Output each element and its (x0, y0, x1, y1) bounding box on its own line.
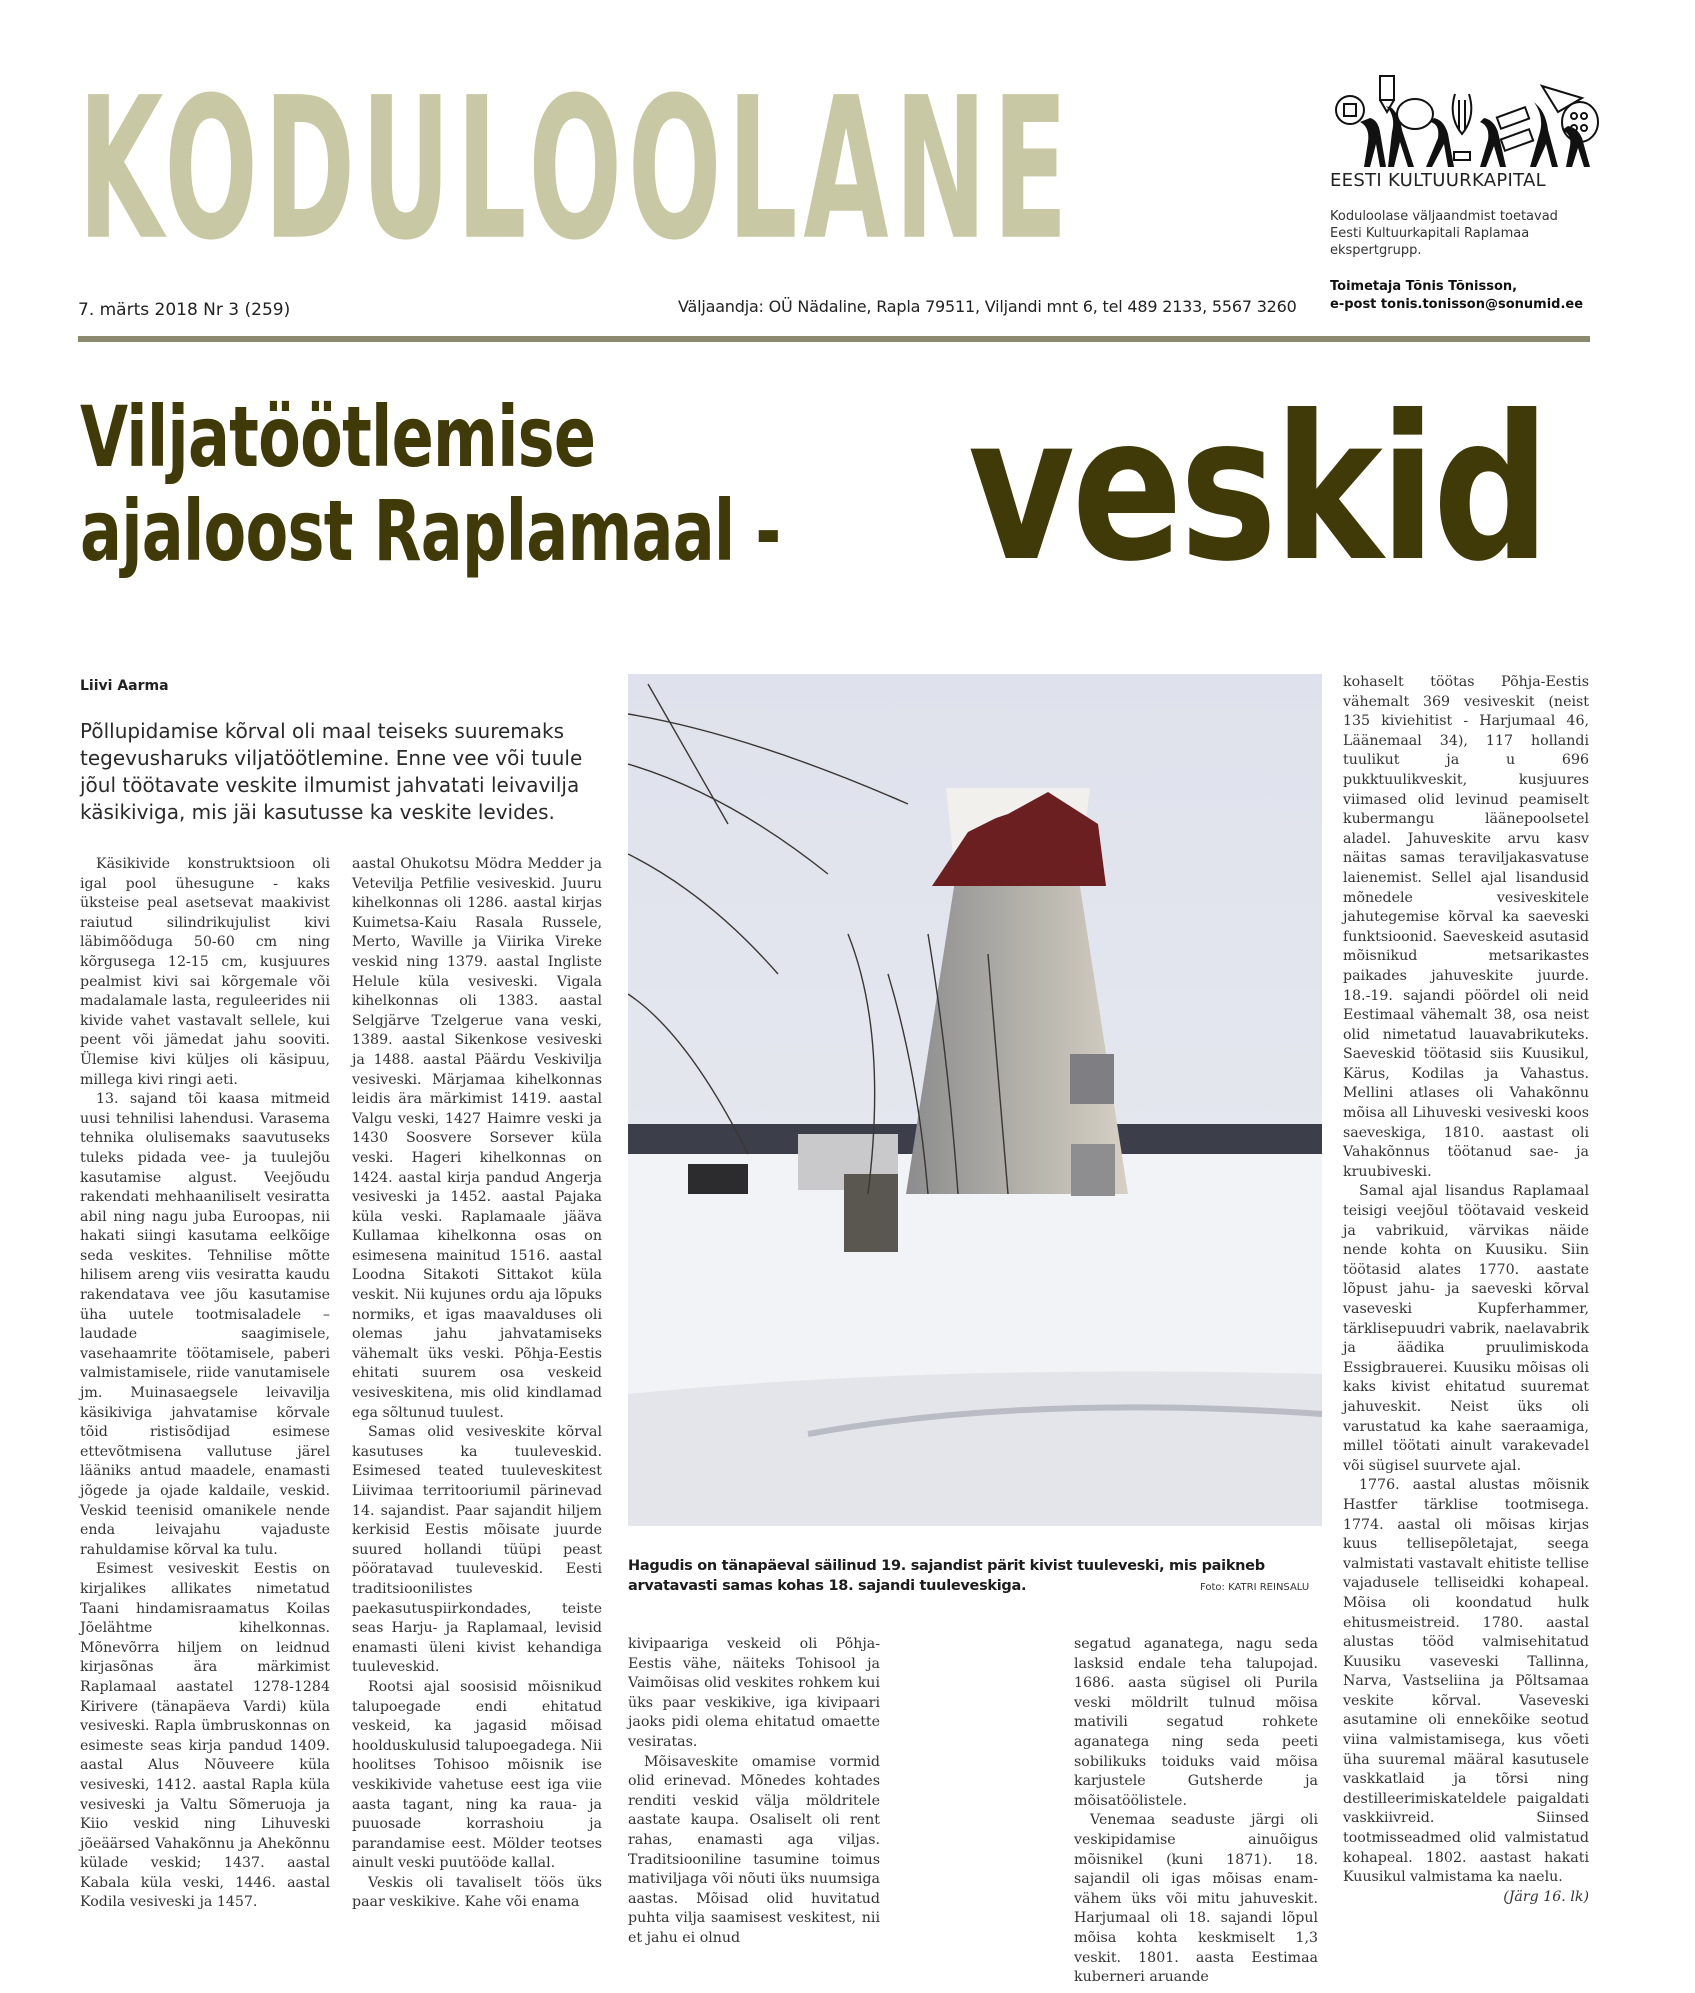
paragraph: 1776. aastal alustas mõisnik Hastfer tärklise tootmisega. 1774. aastal oli mõisas kirjas kuus tellisepõletajat, seega valmistati vastavalt ehitiste tellise vajadusele telliseidki kohapeal. Mõisa oli koondatud hulk ehitusmeistreid. 1780. aastal alustas tööd valmisehitatud Kuusiku vaseveski Tallinna, Narva, Vastseliina ja Põltsamaa veskite kõrval. Vaseveski asutamine oli ennekõike seotud viina valmistamisega, kus võeti üha suuremal määral kasutusele vaskkatlaid ja tõrsi ning destilleerimiskateldele paigaldati vaskkiivreid. Siinsed tootmisseadmed olid valmistatud kohapeal. 1802. aastast hakati Kuusikul valmistama ka naelu. (1343, 1477, 1589, 1886)
editor-email: e-post tonis.tonisson@sonumid.ee (1330, 297, 1584, 312)
paragraph: Veskis oli tavaliselt töös üks paar veskikive. Kahe või enama (352, 1874, 602, 1911)
sponsor-name: EESTI KULTUURKAPITAL (1330, 170, 1546, 191)
photo-caption: Hagudis on tänapäeval säilinud 19. sajandist pärit kivist tuuleveski, mis paikneb arvatavasti samas kohas 18. sajandi tuuleveskiga. (628, 1558, 1265, 1594)
headline (80, 388, 781, 580)
paragraph: Rootsi ajal soosisid mõisnikud talupoegade endi ehitatud veskeid, ka jagasid mõisad hoolduskulusid talupoegadega. Nii hoolitses Tohisoo mõisnik ise veskikivide vahetuse eest iga viie aasta tagant, ning ka raua- ja puuosade korrashoiu ja parandamise eest. Mölder teotses ainult veski puutööde kallal. (352, 1678, 602, 1872)
continuation-note: (Järg 16. lk) (1503, 1888, 1589, 1905)
article-column-3 (628, 1635, 880, 1949)
article-column-2 (352, 855, 602, 1913)
paragraph: Mõisaveskite omamise vormid olid erinevad. Mõnedes kohtades renditi veskid välja möldritele aastate kaupa. Osaliselt oli rent rahas, enamasti aga viljas. Traditsiooniline tasumine toimus mativiljaga või nõuti üks nuumsiga aastas. Mõisad olid huvitatud puhta vilja saamisest veskitest, nii et jahu ei olnud (628, 1753, 880, 1946)
paragraph: Samas olid vesiveskite kõrval kasutuses ka tuuleveskid. Esimesed teated tuuleveskitest Liivimaa territooriumil pärinevad 14. sajandist. Paar sajandit hiljem kerkisid Eestis mõisate juurde suured hollandi tüüpi peast pööratavad tuuleveskid. Eesti traditsioonilistes paekasutuspiirkondades, teiste seas Harju- ja Raplamaal, levisid enamasti üleni kivist kehandiga tuuleveskid. (352, 1424, 602, 1676)
byline-author: Liivi Aarma (80, 678, 169, 694)
masthead-divider (78, 336, 1590, 342)
paragraph: Käsikivide konstruktsioon oli igal pool ühesugune - kaks üksteise peal asetsevat maakivist raiutud silindrikujulist kivi läbimõõduga 50-60 cm ning kõrgusega 12-15 cm, kusjuures pealmist kivi sai kõrgemale või madalamale lasta, reguleerides nii kivide vahet vastavalt sellele, kui peent või jämedat jahu sooviti. Ülemise kivi küljes oli käsipuu, millega kivi ringi aeti. (80, 856, 330, 1088)
publisher-info: Väljaandja: OÜ Nädaline, Rapla 79511, Viljandi mnt 6, tel 489 2133, 5567 3260 (678, 297, 1297, 316)
paragraph: Venemaa seaduste järgi oli veskipidamise ainuõigus mõisnikel (kuni 1871). 18. sajandil oli igas mõisas enam-vähem üks või mitu jahuveskit. Harjumaal oli 18. sajandi lõpul mõisa kohta keskmiselt 1,3 veskit. 1801. aasta Eestimaa kuberneri aruande (1074, 1812, 1318, 1986)
paragraph: kivipaariga veskeid oli Põhja-Eestis vähe, näiteks Tohisool ja Vaimõisas olid veskites rohkem kui üks paar veskikive, iga kivipaari jaoks pidi olema ehitatud omaette vesiratas. (628, 1636, 880, 1750)
paragraph: 13. sajand tõi kaasa mitmeid uusi tehnilisi lahendusi. Varasema tehnika olulisemaks saavutuseks tuleks pidada vee- ja tuulejõu kasutamise algust. Veejõudu rakendati mehhaaniliselt vesiratta abil ning nagu juba Euroopas, nii hakati siingi kasutama eelkõige seda veskites. Tehnilise mõtte hilisem areng viis vesiratta kaudu rakendatava vee jõu kasutamise üha uutele tootmisaladele – laudade saagimisele, vasehaamrite töötamisele, paberi valmistamisele, riide vanutamisele jm. Muinasaegsele leivavilja käsikiviga jahvatamise kõrvale tõid ristisõdijad esimese ettevõtmisena vallutuse järel lääniks antud maadele, enamasti jõgede ja ojade kaldaile, veskid. Veskid teenisid omanikele nende enda leivajahu vajaduste rahuldamise kõrval ka tulu. (80, 1091, 330, 1558)
article-column-5 (1343, 673, 1589, 1907)
paragraph: kohaselt töötas Põhja-Eestis vähemalt 369 vesiveskit (neist 135 kiviehitist - Harjumaal 46, Läänemaal 34), 117 hollandi tuulikut ja u 696 pukktuulikveskit, kusjuures viimased olid levinud peamiselt kubermangu läänepoolsetel aladel. Jahuveskite arvu kasv näitas samas teraviljakasvatuse laienemist. Sellel ajal lisandusid mõnedele vesiveskitele jahutegemise kõrval ka saeveski funktsioonid. Saeveskeid asutasid mõisnikud metsarikastes paikades jahuveskite juurde. 18.-19. sajandi pöördel oli neid Eestimaal vähemalt 38, osa neist olid nimetatud lauavabrikuteks. Saeveskid töötasid siis Kuusikul, Kärus, Kodilas ja Vahastus. Mellini atlases oli Vahakõnnu mõisa all Lihuveski vesiveski koos saeveskiga, 1810. aastast oli Vahakõnnus töötanud sae- ja kruubiveski. (1343, 674, 1589, 1180)
issue-date-number: 7. märts 2018 Nr 3 (259) (78, 300, 291, 320)
article-column-1 (80, 855, 330, 1913)
paragraph: Esimest vesiveskit Eestis on kirjalikes allikates nimetatud Taani hindamisraamatus Koilas Jõelähtme kihelkonnas. Mõnevõrra hiljem on leidnud kirjasõnas ära märkimist Raplamaal aastatel 1278-1284 Kirivere (tänapäeva Vardi) küla vesiveski. Rapla ümbruskonnas on esimeste seas kirja pandud 1409. aastal Alus Nõuveere küla vesiveski, 1412. aastal Rapla küla vesiveski ja Valtu Sõmeruoja ja Kiio veskid ning Lihuveski jõeäärsed Vahakõnnu ja Ahekõnnu külade veskid; 1437. aastal Kabala küla veski, 1446. aastal Kodila vesiveski ja 1457. (80, 1561, 330, 1911)
headline-line-2: ajaloost Raplamaal - (80, 482, 781, 580)
headline-line-1: Viljatöötlemise (80, 388, 596, 486)
article-lead: Põllupidamise kõrval oli maal teiseks suuremaks tegevusharuks viljatöötlemine. Enne vee või tuule jõul töötavate veskite ilmumist jahvatati leivavilja käsikiviga, mis jäi kasutusse ka veskite levides. (80, 719, 583, 824)
photo-credit: Foto: KATRI REINSALU (1200, 1582, 1310, 1593)
paragraph: Samal ajal lisandus Raplamaal teisigi veejõul töötavaid veskeid ja vabrikuid, värvikas näide nende kohta on Kuusiku. Siin töötasid alates 1770. aastate lõpust jahu- ja saeveski kõrval vaseveski Kupferhammer, tärklisepuudri vabrik, naelavabrik ja äädika pruulimiskoda Essigbrauerei. Kuusiku mõisas oli kaks kivist ehitatud suuremat jahuveskit. Neist üks oli varustatud ka kahe saeraamiga, millel töötati ainult varakevadel või sügisel suurvete ajal. (1343, 1183, 1589, 1474)
article-column-4 (1074, 1635, 1318, 1988)
eesti-kultuurkapital-logo-icon (1330, 72, 1600, 172)
paragraph: segatud aganatega, nagu seda lasksid endale teha talupojad. 1686. aasta sügisel oli Purila veski möldrilt tulnud mõisa mativili segatud rohkete aganatega ning seda peeti sobilikuks toiduks vaid mõisa karjustele Gutsherde ja mõisatöölistele. (1074, 1636, 1318, 1809)
headline-emphasis: veskid (968, 373, 1547, 606)
editor-name: Toimetaja Tõnis Tõnisson, (1330, 279, 1518, 294)
editor-contact (1330, 278, 1610, 314)
masthead-title: KODULOOLANE (78, 55, 1074, 284)
paragraph: aastal Ohukotsu Mödra Medder ja Vetevilja Petfilie vesiveskid. Juuru kihelkonnas oli 1286. aastal kirjas Kuimetsa-Kaiu Rasala Russele, Merto, Waville ja Viirika Vireke veskid ning 1379. aastal Ingliste Helule küla vesiveski. Vigala kihelkonnas oli 1383. aastal Selgjärve Tzelgerue vana veski, 1389. aastal Sikenkose vesiveski ja 1488. aastal Päärdu Veskivilja vesiveski. Märjamaa kihelkonnas leidis ära märkimist 1419. aastal Valgu veski, 1427 Haimre veski ja 1430 Soosvere Sorsever küla veski. Hageri kihelkonnas on 1424. aastal kirja pandud Angerja vesiveski ja 1452. aastal Pajaka küla veski. Raplamaale jääva Kullamaa kihelkonna osas on esimesena mainitud 1516. aastal Loodna Sitakoti Sittakot küla veskit. Nii kujunes ordu aja lõpuks normiks, et igas maavalduses oli olemas jahu jahvatamiseks vähemalt üks veski. Põhja-Eestis ehitati suurem osa veskeid vesiveskitena, mis olid kindlamad ega sõltunud tuulest. (352, 856, 602, 1421)
windmill-photo (628, 674, 1322, 1526)
sponsor-support-text: Koduloolase väljaandmist toetavad Eesti Kultuurkapitali Raplamaa ekspertgrupp. (1330, 209, 1558, 258)
